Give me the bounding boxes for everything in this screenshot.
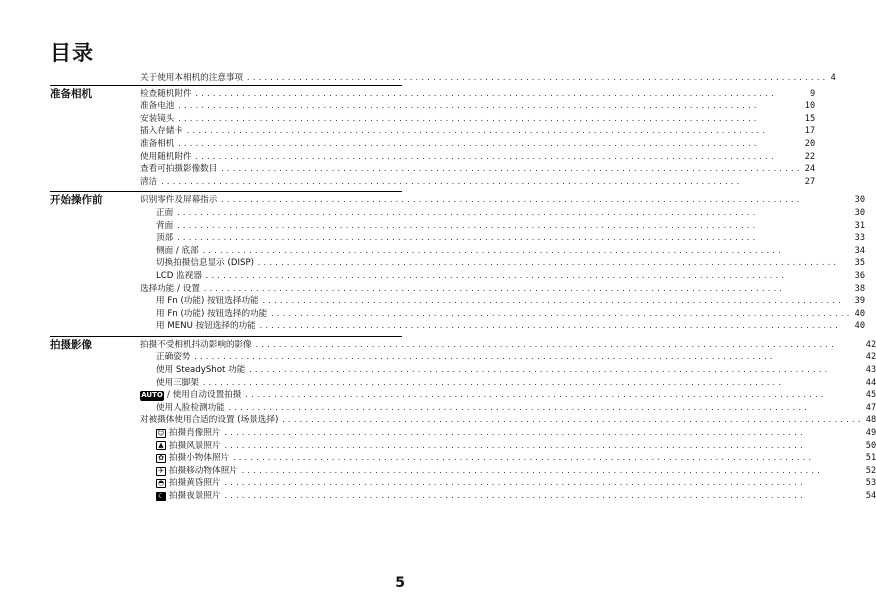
entry-page-number: 17 [804,126,816,137]
entry-page-number: 53 [865,478,876,489]
dot-leader [224,427,863,440]
entry-title-wrap [140,163,217,176]
entry-title: 用 Fn (功能) 按钮选择的功能 [156,308,268,319]
dot-leader [257,257,852,270]
toc-entry[interactable] [140,100,815,113]
toc-entry[interactable] [140,414,876,427]
dot-leader [193,351,862,364]
entry-page-number: 54 [865,491,876,501]
entry-title: 正面 [156,207,174,218]
landscape-scene-icon: ▲ [156,441,166,450]
entry-title: 查看可拍摄影像数目 [140,164,218,175]
entry-page-number: 24 [804,164,816,175]
entry-page-number: 20 [804,138,816,149]
entry-title-wrap [140,72,243,85]
section-label: 准备相机 [50,87,92,100]
entry-page-number: 48 [865,415,876,426]
entry-title: 插入存储卡 [140,126,183,137]
entry-title-wrap [140,194,217,207]
entry-title: 切换拍摄信息显示 (DISP) [156,258,254,269]
entry-title-wrap [140,283,200,296]
dot-leader [244,389,862,402]
toc-entry[interactable] [140,477,876,490]
dot-leader [160,176,802,189]
entry-page-number: 44 [865,377,876,388]
section-label: 开始操作前 [50,194,103,207]
toc-entry[interactable] [140,283,865,296]
dot-leader [177,100,801,113]
entry-page-number: 36 [854,270,866,281]
entry-page-number: 42 [865,339,876,350]
dot-leader [248,364,863,377]
macro-scene-icon: ✿ [156,454,166,463]
entry-page-number: 31 [854,220,866,231]
entry-title: 清洁 [140,176,158,187]
entry-page-number: 33 [854,233,866,244]
entry-title-wrap [156,220,173,233]
entry-page-number: 47 [865,402,876,413]
entry-page-number: 49 [865,428,876,439]
toc-entry[interactable] [140,88,815,101]
toc-section [50,72,836,85]
dot-leader [232,452,863,465]
toc-entry[interactable] [140,125,815,138]
entry-title-wrap [156,207,173,220]
entry-title-wrap [140,176,157,189]
dot-leader [259,320,852,333]
auto-scene-icon: AUTO [141,391,163,400]
entry-title: 拍摄风景照片 [169,440,221,451]
entry-page-number: 35 [854,258,866,269]
entry-title: 侧面 / 底部 [156,245,199,256]
entry-title: 使用 SteadyShot 功能 [156,365,246,376]
toc-entry[interactable] [140,320,865,333]
entry-title: 拍摄不受相机抖动影响的影像 [140,339,252,350]
toc-section [50,191,866,333]
dot-leader [270,308,851,321]
dot-leader [281,414,862,427]
entry-page-number: 15 [804,113,816,124]
table-of-contents [50,72,876,506]
entry-title: / 使用自动设置拍摄 [167,390,242,401]
entry-title-wrap [140,100,174,113]
toc-entry[interactable] [140,151,815,164]
toc-entry[interactable] [140,232,865,245]
sunset-scene-icon: ◓ [157,479,165,488]
entry-page-number: 51 [865,453,876,464]
entry-title-wrap [156,270,202,283]
entry-title: 选择功能 / 设置 [140,283,200,294]
entry-title: 拍摄小物体照片 [169,453,230,464]
entry-page-number: 10 [804,101,816,112]
entry-title: 拍摄黄昏照片 [169,478,221,489]
dot-leader [220,163,801,176]
dot-leader [228,402,863,415]
entry-page-number: 38 [854,283,866,294]
entry-title-wrap [156,440,221,453]
section-label [50,72,140,85]
page-number: 5 [395,575,405,591]
entry-page-number: 22 [804,151,816,162]
section-entries [140,194,865,333]
dot-leader [205,270,852,283]
entry-title: 顶部 [156,233,174,244]
entry-title: 拍摄移动物体照片 [169,465,238,476]
entry-title-wrap [156,427,221,440]
toc-entry[interactable] [140,452,876,465]
dot-leader [177,113,801,126]
entry-title-wrap [156,364,245,377]
toc-entry[interactable] [140,389,876,402]
section-entries [140,339,876,503]
entry-title-wrap [140,151,192,164]
entry-title: 安装镜头 [140,113,175,124]
entry-page-number: 39 [854,296,866,307]
entry-page-number: 27 [804,176,816,187]
entry-title: 背面 [156,220,174,231]
entry-title-wrap [140,389,241,402]
entry-title-wrap [156,257,254,270]
entry-title: 使用三脚架 [156,377,199,388]
entry-page-number: 30 [854,207,866,218]
toc-entry[interactable] [140,351,876,364]
section-entries [140,72,836,85]
toc-entry[interactable] [140,220,865,233]
section-entries [140,88,815,189]
night-scene-icon: ☾ [157,491,165,500]
toc-section [50,336,876,503]
entry-title-wrap [156,245,199,258]
toc-entry[interactable] [140,339,876,352]
entry-title: 关于使用本相机的注意事项 [140,73,244,83]
toc-entry[interactable] [140,295,865,308]
dot-leader [202,377,863,390]
entry-title: 对被摄体使用合适的设置 (场景选择) [140,415,279,426]
toc-section [50,85,816,189]
entry-title: 拍摄夜景照片 [169,491,221,501]
dot-leader [176,220,851,233]
entry-title-wrap [140,88,192,101]
dot-leader [176,207,851,220]
dot-leader [203,283,852,296]
entry-title-wrap [156,232,173,245]
entry-page-number: 4 [830,73,836,83]
entry-title-wrap [156,402,225,415]
entry-title: 用 MENU 按钮选择的功能 [156,321,256,332]
entry-title-wrap [156,465,238,478]
toc-entry[interactable] [140,308,865,321]
dot-leader [195,88,807,101]
entry-page-number: 30 [854,195,866,206]
entry-page-number: 43 [865,365,876,376]
toc-entry[interactable] [140,138,815,151]
dot-leader [262,295,852,308]
entry-page-number: 9 [809,88,816,99]
toc-entry[interactable] [140,427,876,440]
entry-title: 拍摄肖像照片 [169,428,221,439]
portrait-scene-icon: ☺ [157,428,165,437]
toc-entry[interactable] [140,490,876,503]
toc-entry[interactable] [140,465,876,478]
dot-leader [220,194,851,207]
entry-title-wrap [156,477,221,490]
entry-title-wrap [140,125,183,138]
dot-leader [224,490,863,503]
dot-leader [186,125,802,138]
toc-entry[interactable] [140,245,865,258]
toc-entry[interactable] [140,377,876,390]
toc-entry[interactable] [140,440,876,453]
dot-leader [195,151,802,164]
dot-leader [246,72,827,85]
dot-leader [224,477,863,490]
entry-page-number: 34 [854,245,866,256]
entry-title-wrap [156,351,190,364]
entry-title: 使用人脸检测功能 [156,402,225,413]
toc-entry[interactable] [140,270,865,283]
dot-leader [255,339,863,352]
toc-entry[interactable] [140,163,815,176]
page-title: 目录 [50,41,94,65]
dot-leader [224,440,863,453]
entry-page-number: 52 [865,465,876,476]
toc-entry[interactable] [140,72,836,85]
entry-page-number: 50 [865,440,876,451]
entry-title: 准备电池 [140,101,175,112]
entry-title-wrap [156,490,221,503]
entry-title: 使用随机附件 [140,151,192,162]
entry-title-wrap [156,377,199,390]
entry-page-number: 42 [865,352,876,363]
entry-title: 识别零件及屏幕指示 [140,195,218,206]
entry-title-wrap [156,308,267,321]
sports-scene-icon: ✈ [156,467,166,476]
entry-title-wrap [140,113,174,126]
toc-entry[interactable] [140,364,876,377]
toc-entry[interactable] [140,402,876,415]
entry-title: LCD 监视器 [156,270,202,281]
entry-title: 正确姿势 [156,352,191,363]
entry-title-wrap [140,414,278,427]
section-label: 拍摄影像 [50,338,92,351]
toc-entry[interactable] [140,194,865,207]
entry-title-wrap [156,295,259,308]
toc-entry[interactable] [140,176,815,189]
toc-entry[interactable] [140,113,815,126]
entry-title: 检查随机附件 [140,88,192,99]
entry-title-wrap [140,339,252,352]
entry-title-wrap [156,452,229,465]
dot-leader [177,138,801,151]
entry-title-wrap [140,138,174,151]
entry-page-number: 40 [854,321,866,332]
toc-entry[interactable] [140,207,865,220]
entry-page-number: 45 [865,390,876,401]
entry-page-number: 40 [854,308,866,319]
entry-title-wrap [156,320,256,333]
dot-leader [202,245,852,258]
dot-leader [176,232,851,245]
entry-title: 用 Fn (功能) 按钮选择功能 [156,296,259,307]
entry-title: 准备相机 [140,138,175,149]
toc-entry[interactable] [140,257,865,270]
dot-leader [241,465,863,478]
